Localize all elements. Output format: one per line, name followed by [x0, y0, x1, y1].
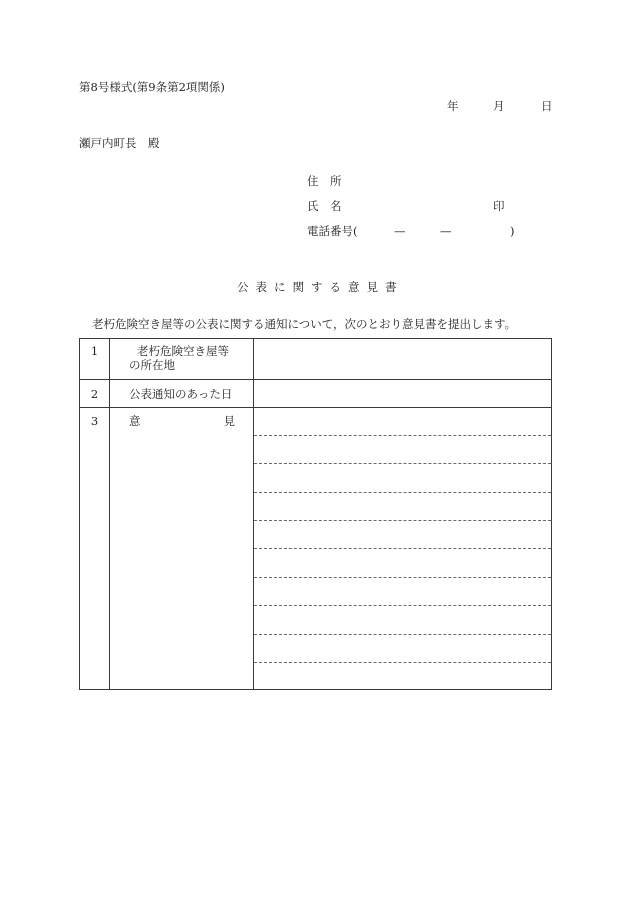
- opinion-writing-line: [254, 492, 551, 493]
- row-number: 3: [80, 408, 110, 689]
- opinion-writing-line: [254, 577, 551, 578]
- location-value-cell: [254, 339, 551, 379]
- table-row-notice-date: [80, 380, 551, 408]
- intro-text: 老朽危険空き屋等の公表に関する通知について，次のとおり意見書を提出します。: [92, 317, 517, 331]
- phone-close-paren: ): [510, 224, 515, 238]
- table-row-opinion: [80, 408, 551, 689]
- row-number: 2: [80, 380, 110, 407]
- opinion-writing-line: [254, 634, 551, 635]
- opinion-writing-line: [254, 605, 551, 606]
- table-row-location: [80, 339, 551, 380]
- phone-separator-2: —: [440, 224, 452, 238]
- opinion-writing-line: [254, 548, 551, 549]
- notice-date-value-cell: [254, 380, 551, 407]
- date-month-label: 月: [493, 99, 505, 113]
- row-label-line-1: 老朽危険空き屋等: [137, 344, 229, 358]
- row-label-line-2: の所在地: [129, 358, 175, 372]
- row-label-location: [110, 339, 254, 379]
- date-year-label: 年: [447, 99, 459, 113]
- form-number: 第8号様式(第9条第2項関係): [79, 80, 225, 94]
- opinion-writing-line: [254, 435, 551, 436]
- opinion-writing-line: [254, 520, 551, 521]
- phone-label: 電話番号(: [307, 224, 358, 238]
- document-title: 公表に関する意見書: [237, 280, 404, 294]
- opinion-writing-line: [254, 662, 551, 663]
- name-label: 氏 名: [307, 199, 342, 213]
- opinion-value-cell: [254, 408, 551, 689]
- opinion-label-right: 見: [223, 414, 235, 428]
- date-day-label: 日: [541, 99, 553, 113]
- opinion-label-left: 意: [129, 414, 141, 428]
- opinion-writing-line: [254, 463, 551, 464]
- row-label-opinion: [110, 408, 254, 689]
- seal-label: 印: [493, 199, 505, 213]
- row-number: 1: [80, 339, 110, 379]
- address-label: 住 所: [307, 174, 342, 188]
- opinion-table: [79, 338, 552, 690]
- phone-separator-1: —: [394, 224, 406, 238]
- row-label-notice-date: 公表通知のあった日: [110, 380, 254, 407]
- addressee: 瀬戸内町長 殿: [79, 136, 160, 150]
- opinion-label: [129, 414, 235, 428]
